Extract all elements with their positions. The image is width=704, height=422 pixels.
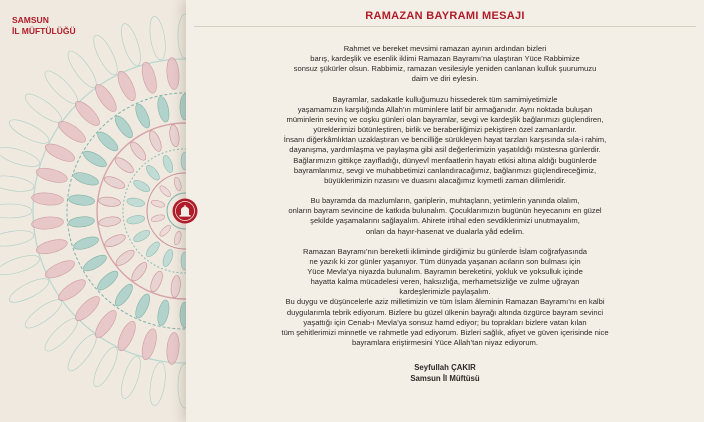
message-card: [186, 0, 704, 422]
mandala-motif: [144, 163, 162, 182]
text-line: ne yazık ki zor günler yaşanıyor. Tüm dünyada yaşanan acıların son bulması için: [309, 256, 581, 266]
mandala-motif: [147, 361, 168, 407]
left-decor-panel: [0, 0, 210, 422]
text-line: daim ve diri eylesin.: [411, 74, 479, 84]
text-line: yaşamamızın karşılığında Allah’ın müminlere latif bir armağanıdır. Aynı noktada buluşan: [297, 104, 593, 114]
message-body: [186, 44, 704, 384]
text-line: şekilde yaşamalarını sağlayalım. Ahirete irtihal eden sevdiklerimizi unutmayalım,: [310, 216, 580, 226]
mandala-motif: [133, 292, 153, 320]
text-line: yüreklerimizi bütünleştiren, birlik ve beraberliğimizi pekiştiren özel zamanlardır.: [313, 125, 577, 135]
signature-block: [186, 362, 704, 384]
mandala-motif: [114, 247, 137, 268]
mandala-motif: [72, 293, 103, 324]
mandala-motif: [126, 214, 145, 225]
mandala-motif: [156, 299, 171, 327]
paragraph-1: [186, 44, 704, 85]
mandala-motif: [72, 170, 100, 188]
mandala-motif: [0, 143, 42, 170]
mandala-motif: [113, 155, 136, 175]
mandala-motif: [112, 113, 135, 140]
mandala-motif: [92, 81, 120, 114]
mandala-motif: [147, 15, 168, 61]
mandala-motif: [31, 216, 64, 231]
mandala-motif: [89, 32, 121, 78]
mandala-motif: [139, 61, 159, 95]
text-line: Rahmet ve bereket mevsimi ramazan ayının ardından bizleri: [343, 44, 547, 53]
mandala-motif: [150, 214, 165, 223]
mandala-motif: [98, 216, 121, 228]
text-line: İnsanı diğerkâmlıktan uzaklaştıran ve bencilliğe sürükleyen hayat tarzları karşısında sıla-i rahim,: [283, 135, 607, 145]
text-line: bayramlara eriştirmesini Yüce Allah’tan niyaz ediyorum.: [352, 338, 538, 348]
mandala-motif: [132, 228, 152, 244]
mandala-motif: [161, 248, 175, 268]
mandala-motif: [31, 192, 64, 207]
mandala-motif: [128, 140, 149, 163]
mandala-motif: [0, 204, 32, 218]
text-line: Bayramlar, sadakatle kulluğumuzu hissederek tüm samimiyetimizle: [332, 94, 558, 104]
mandala-motif: [72, 234, 100, 252]
mandala-motif: [55, 276, 88, 304]
mandala-motif: [150, 199, 165, 208]
mandala-motif: [117, 21, 144, 67]
mandala-motif: [22, 295, 66, 332]
mandala-motif: [0, 228, 35, 249]
mandala-motif: [0, 173, 35, 194]
mandala-motif: [0, 252, 42, 279]
page-title: RAMAZAN BAYRAMI MESAJI: [365, 10, 525, 22]
mandala-motif: [41, 67, 82, 108]
mandala-motif: [156, 96, 171, 124]
mandala-motif: [170, 275, 182, 298]
text-line: müminlerin sevinç ve coşku günleri olan bayramlar, sevgi ve kardeşlik bağlarımızı güçlendiren,: [286, 114, 604, 124]
mandala-motif: [98, 196, 121, 208]
mandala-motif: [89, 344, 121, 390]
mandala-motif: [173, 176, 182, 191]
signature-role: Samsun İl Müftüsü: [410, 374, 480, 384]
text-line: onları da hayır-hasenat ve dualarla yâd edelim.: [365, 226, 525, 236]
mandala-motif: [72, 98, 103, 129]
text-line: sonsuz şükürler olsun. Rabbimiz, ramazan vesilesiyle yeniden canlanan kulluk şuurumuzu: [293, 64, 597, 74]
mandala-motif: [55, 118, 88, 146]
mandala-motif: [6, 274, 52, 306]
org-name: [12, 15, 76, 37]
mandala-motif: [68, 194, 95, 207]
mandala-motif: [133, 102, 153, 130]
mandala-motif: [68, 216, 95, 229]
paragraph-4: [186, 247, 704, 349]
text-line: Bağlarımızın gittikçe zayıfladığı, dünyevî menfaatlerin hayatı etkisi altına aldığı bugünlerde: [293, 155, 597, 165]
mandala-motif: [35, 165, 69, 185]
diyanet-emblem-icon: [172, 198, 198, 224]
mandala-motif: [95, 129, 121, 154]
org-line-2: İL MÜFTÜLÜĞÜ: [12, 26, 76, 36]
text-line: hayatta kalma mücadelesi veren, haksızlığa, merhametsizliğe ve zulme uğrayan: [310, 277, 580, 287]
mandala-motif: [126, 197, 145, 208]
text-line: Ramazan Bayramı’nın bereketli ikliminde girdiğimiz bu günlerde İslam coğrafyasında: [302, 246, 588, 256]
mandala-motif: [173, 231, 182, 246]
mandala-motif: [43, 257, 77, 281]
mandala-motif: [144, 240, 162, 259]
text-line: yaşattığı için Cenab-ı Mevla’ya sonsuz hamd ediyor; bu toprakları bizlere vatan kılan: [303, 317, 587, 327]
text-line: tüm şehitlerimizi minnetle ve rahmetle yad ediyorum. Bizleri sağlık, afiyet ve güven içerisinde nice: [281, 327, 609, 337]
mandala-motif: [147, 129, 164, 153]
mandala-motif: [168, 124, 180, 147]
text-line: Bu duygu ve düşüncelerle aziz milletimizin ve tüm İslam âleminin Ramazan Bayramı’nı en kalbi: [285, 297, 605, 307]
mandala-motif: [103, 174, 127, 191]
mandala-motif: [103, 232, 127, 249]
text-line: bayramlarımız, sevgi ve muhabbetimizi canlandıracağımız, bağlarımızı güçlendireceğimiz,: [293, 165, 597, 175]
mandala-motif: [22, 90, 66, 127]
mandala-motif: [81, 148, 109, 170]
paragraph-3: [186, 196, 704, 237]
mandala-motif: [43, 140, 77, 164]
text-line: büyüklerimizin rızasını ve duasını alacağımız kıymetli zaman dilimleridir.: [324, 175, 566, 185]
mandala-motif: [114, 319, 138, 353]
mandala-motif: [41, 314, 82, 355]
mandala-motif: [132, 178, 152, 194]
mandala-motif: [35, 237, 69, 257]
signature-name: Seyfullah ÇAKIR: [414, 363, 476, 373]
mandala-motif: [92, 307, 120, 340]
text-line: dayanışma, yardımlaşma ve paylaşma gibi asil değerlerimizin yaşatıldığı müstesna günlerdir.: [289, 145, 601, 155]
text-line: duygularımla tebrik ediyorum. Bizlere bu güzel ülkenin bayrağı altında özgürce bayram sevinci: [286, 307, 604, 317]
org-line-1: SAMSUN: [12, 15, 49, 25]
text-line: Yüce Mevla’ya niyazda bulunalım. Bayramın bereketini, yokluk ve yoksulluk içinde: [307, 266, 583, 276]
text-line: onların bayram sevincine de katkıda bulunalım. Çocuklarımızın bugünün heyecanını en güzel: [288, 206, 602, 216]
mandala-motif: [158, 184, 172, 198]
mandala-motif: [64, 331, 101, 375]
mandala-motif: [158, 224, 172, 238]
text-line: kardeşlerimizle paylaşalım.: [399, 287, 491, 297]
mandala-motif: [166, 332, 181, 365]
mandala-motif: [6, 115, 52, 147]
text-line: barış, kardeşlik ve esenlik iklimi Ramazan Bayramı’na ulaştıran Yüce Rabbimize: [310, 54, 580, 64]
mandala-motif: [166, 57, 181, 90]
paragraph-2: [186, 95, 704, 186]
mandala-motif: [117, 354, 144, 400]
mandala-motif: [112, 282, 135, 309]
mandala-motif: [148, 270, 165, 294]
mandala-motif: [64, 48, 101, 92]
mandala-motif: [139, 327, 159, 361]
text-line: Bu bayramda da mazlumların, gariplerin, muhtaçların, yetimlerin yanında olalım,: [310, 196, 580, 206]
mandala-motif: [161, 154, 175, 174]
mandala-motif: [81, 252, 109, 274]
mandala-motif: [129, 260, 149, 283]
mandala-motif: [95, 268, 121, 293]
mandala-motif: [114, 69, 138, 103]
title-divider: [194, 26, 696, 27]
